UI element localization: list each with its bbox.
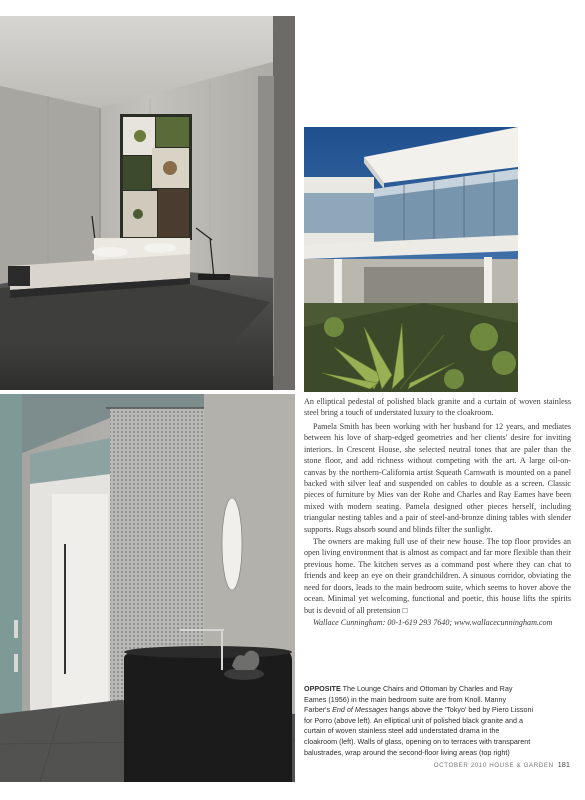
body-paragraph: Pamela Smith has been working with her husband for 12 years, and mediates between his love of sharp-edged geometries and her clients' desire for inviting interiors. In Crescent House, she selected neutral tones that are paler than the stone floor, and add richness without competing with the art. A large oil-on-canvas by the northern-California artist Squeath Carnwath is mounted on a panel backed with silver leaf and suspended on cables to double as a screen. Classic pieces of furniture by Mies van der Rohe and Charles and Ray Eames have been mixed with modern seating. Pamela designed other pieces herself, including triangular nesting tables and a pair of steel-and-bronze dining tables with slender supports. Rugs absorb sound and blinds filter the sunlight. bbox=[304, 422, 571, 534]
opposite-caption bbox=[304, 684, 534, 758]
page-number: 181 bbox=[557, 760, 570, 769]
caption-text: hangs above the 'Tokyo' bed by Piero Lissoni for Porro (above left). An elliptical unit of polished black granite and a curtain of woven stainless steel add understated drama in the cloakroom (left). Walls of glass, opening on to terraces with transparent balustrades, wrap around the second-floor living areas (top right) bbox=[304, 705, 534, 757]
issue-line: OCTOBER 2010 HOUSE & GARDEN bbox=[433, 762, 554, 769]
contact-line: Wallace Cunningham: 00-1-619 293 7640; www.wallacecunningham.com bbox=[313, 617, 553, 627]
artwork-title: End of Messages bbox=[332, 705, 388, 715]
artwork-icon bbox=[120, 114, 192, 240]
photo-caption: An elliptical pedestal of polished black granite and a curtain of woven stainless steel bring a touch of understated luxury to the cloakroom. bbox=[304, 397, 571, 418]
cloakroom-photo bbox=[0, 394, 295, 782]
page-folio bbox=[430, 760, 570, 769]
bedroom-photo bbox=[0, 16, 295, 390]
article-body bbox=[304, 421, 571, 628]
caption-heading: OPPOSITE bbox=[304, 684, 341, 693]
body-paragraph: The owners are making full use of their new house. The top floor provides an open living environment that is almost as compact and far more flexible than their previous home. The kitchen serves as a command post where they can chat to friends and keep an eye on their grandchildren. A sinuous corridor, obviating the need for doors, leads to the main bedroom suite, which seems to hover above the ocean. Minimal yet welcoming, functional and poetic, this house lifts the spirits but is devoid of all pretension □ bbox=[304, 537, 571, 615]
house-exterior-photo bbox=[304, 127, 518, 392]
caption-text: The Lounge Chairs and Ottoman by Charles and Ray Eames (1956) in the main bedroom suite are from Knoll. Manny Farber's bbox=[304, 684, 513, 715]
